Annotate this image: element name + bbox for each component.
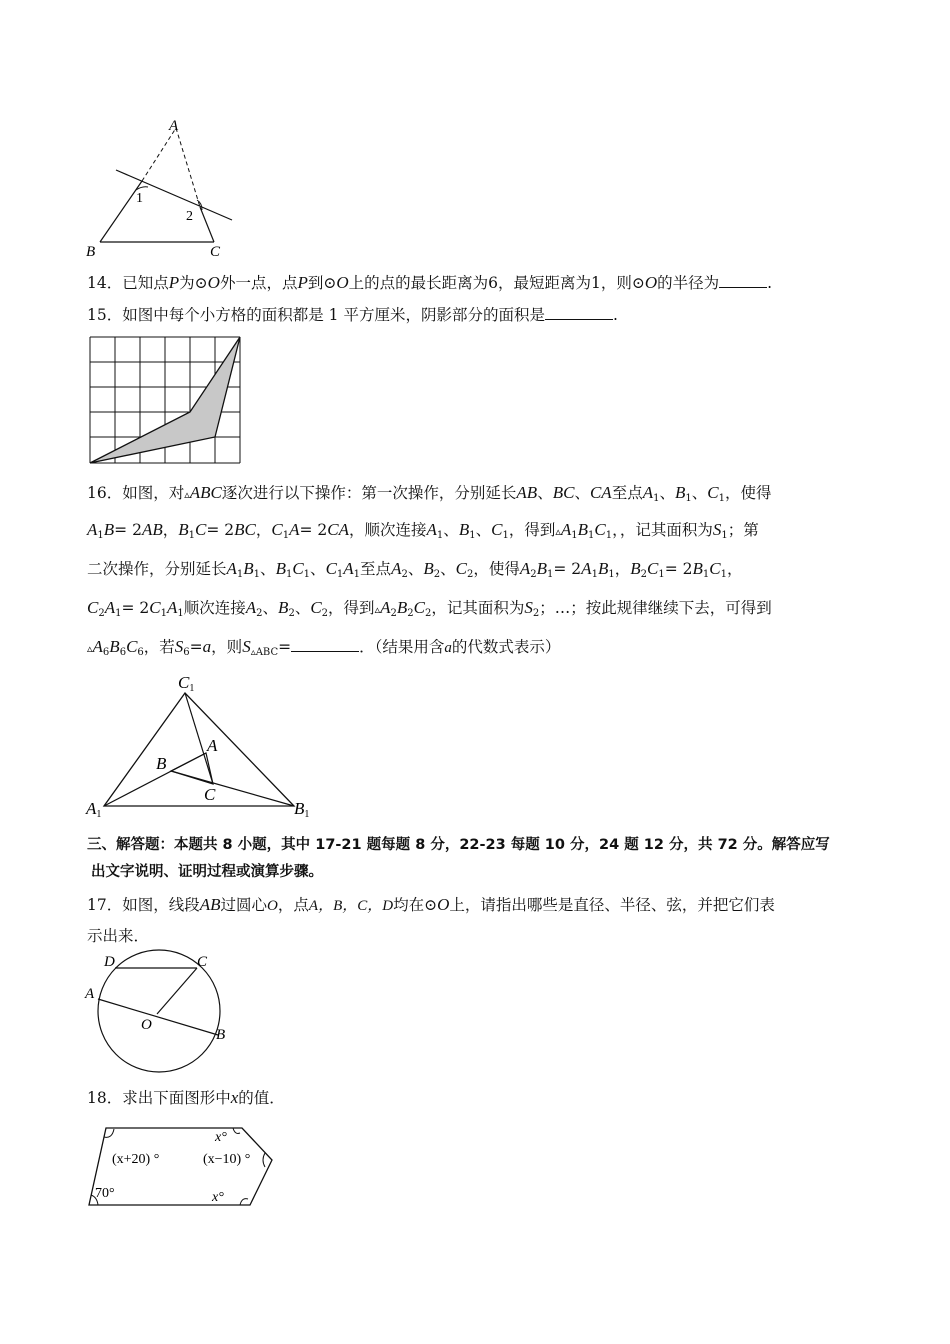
question-15: 15．如图中每个小方格的面积都是 1 平方厘米，阴影部分的面积是 . bbox=[87, 306, 618, 324]
label-d: D bbox=[104, 954, 115, 970]
label-70: 70° bbox=[95, 1186, 115, 1201]
dashed-side-left bbox=[142, 128, 176, 181]
side-c-to-cut bbox=[200, 207, 214, 242]
answer-blank-16[interactable] bbox=[291, 637, 359, 652]
label-b1: B1 bbox=[294, 799, 310, 820]
label-x-top: x° bbox=[215, 1130, 227, 1145]
arc-right bbox=[263, 1153, 265, 1167]
question-16-line-2: A1B= 2AB，B1C= 2BC，C1A= 2CA，顺次连接A1、B1、C1，得到▵A1B1C1，，记其面积为S1；第 bbox=[87, 520, 759, 541]
arc-top-right bbox=[233, 1128, 240, 1133]
label-a: A bbox=[169, 118, 179, 134]
label-x-plus-20: (x+20) ° bbox=[112, 1152, 160, 1167]
label-c: C bbox=[204, 785, 216, 804]
figure-q15-grid bbox=[88, 335, 244, 467]
label-angle-2: 2 bbox=[186, 209, 193, 224]
question-16-line-3: 二次操作，分别延长A1B1、B1C1、C1A1至点A2、B2、C2，使得A2B1= 2A1B1，B2C1= 2B1C1， bbox=[87, 559, 743, 580]
label-b: B bbox=[86, 244, 96, 260]
label-a: A bbox=[207, 736, 218, 755]
figure-q18-pentagon bbox=[82, 1115, 282, 1211]
cutting-line bbox=[116, 170, 232, 220]
figure-q17-circle bbox=[82, 948, 242, 1076]
label-b: B bbox=[156, 754, 167, 773]
dashed-side-right bbox=[176, 128, 200, 207]
section-3-heading-line-2: 出文字说明、证明过程或演算步骤。 bbox=[91, 864, 323, 880]
answer-blank-15[interactable] bbox=[545, 305, 613, 320]
label-c1: C1 bbox=[178, 673, 195, 694]
label-o: O bbox=[141, 1017, 152, 1033]
figure-q16 bbox=[82, 668, 322, 820]
label-c: C bbox=[197, 954, 208, 970]
label-x-minus-10: (x−10) ° bbox=[203, 1152, 251, 1167]
line-a1-a bbox=[104, 753, 206, 806]
label-a1: A1 bbox=[86, 799, 102, 820]
label-angle-1: 1 bbox=[136, 191, 143, 206]
radius-oc bbox=[157, 968, 197, 1014]
label-b: B bbox=[216, 1027, 226, 1043]
line-b1-b bbox=[171, 771, 294, 806]
question-18: 18．求出下面图形中x的值． bbox=[87, 1088, 285, 1107]
section-3-heading-line-1: 三、解答题：本题共 8 小题，其中 17-21 题每题 8 分，22-23 每题 10 分，24 题 12 分，共 72 分。解答应写 bbox=[87, 837, 830, 853]
label-a: A bbox=[85, 986, 95, 1002]
question-16-line-4: C2A1= 2C1A1顺次连接A2、B2、C2，得到▵A2B2C2，记其面积为S2；…；按此规律继续下去，可得到 bbox=[87, 598, 772, 619]
figure-q13 bbox=[80, 110, 250, 265]
question-17-line-1: 17．如图，线段AB过圆心O，点A，B，C，D均在⊙O上，请指出哪些是直径、半径、弦，并把它们表 bbox=[87, 895, 775, 914]
label-x-bottom: x° bbox=[212, 1190, 224, 1205]
question-16-line-5: ▵A6B6C6，若S6=a，则S▵ABC= ．（结果用含a的代数式表示） bbox=[87, 637, 561, 658]
diameter-ab bbox=[98, 999, 218, 1035]
answer-blank-14[interactable] bbox=[719, 273, 767, 288]
question-16-line-1: 16．如图，对▵ABC逐次进行以下操作：第一次操作，分别延长AB、BC、CA至点A1、B1、C1，使得 bbox=[87, 483, 772, 504]
label-c: C bbox=[210, 244, 221, 260]
arc-bottom-right bbox=[240, 1199, 248, 1205]
question-14: 14．已知点P为⊙O外一点，点P到⊙O上的点的最长距离为6，最短距离为1，则⊙O的半径为 . bbox=[87, 273, 773, 292]
question-17-line-2: 示出来． bbox=[87, 927, 150, 945]
outer-triangle bbox=[104, 693, 294, 806]
